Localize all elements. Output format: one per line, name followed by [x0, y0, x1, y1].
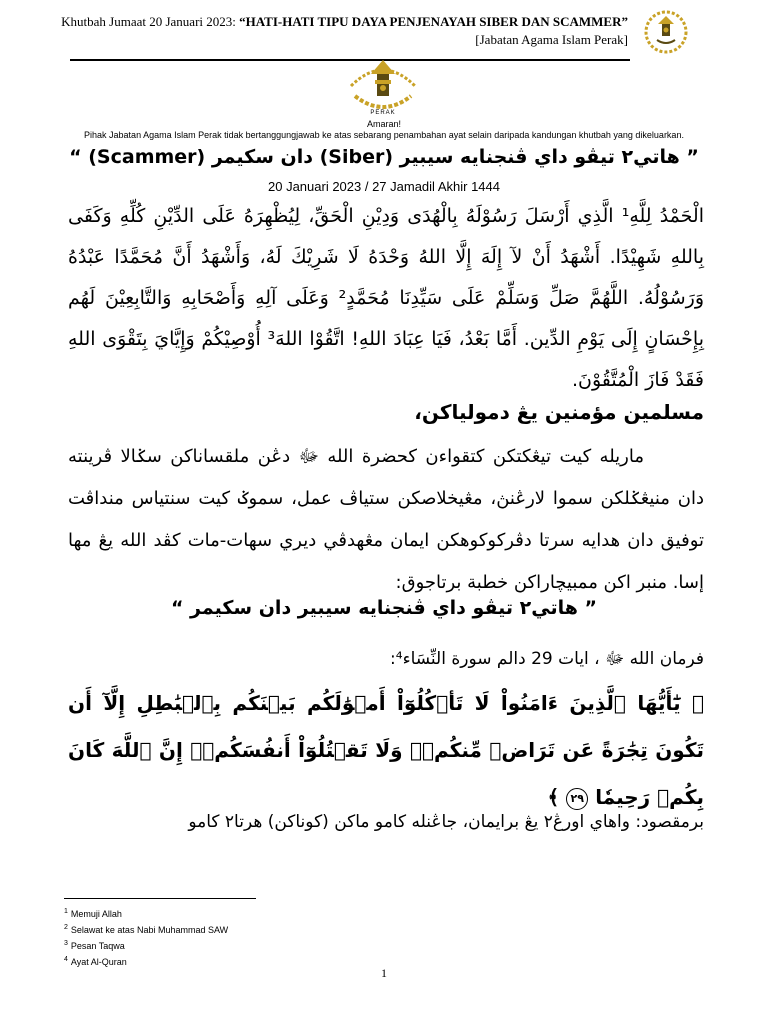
header-title — [28, 14, 628, 30]
ayah-text: ﴿ يَٰٓأَيُّهَا ٱلَّذِينَ ءَامَنُواْ لَا تَأۡكُلُوٓاْ أَمۡوَٰلَكُم بَيۡنَكُم بِٱلۡبَٰطِلِ إِلَّآ أَن تَكُونَ تِجَٰرَةً عَن تَرَاضٖ مِّنكُمۡۚ وَلَا تَقۡتُلُوٓاْ أَنفُسَكُمۡۚ إِنَّ ٱللَّهَ كَانَ بِكُمۡ رَحِيمٗا — [68, 691, 704, 809]
ayah-close-bracket: ﴾ — [547, 785, 560, 809]
warning-title: Amaran! — [366, 119, 401, 129]
header-subtitle: [Jabatan Agama Islam Perak] — [475, 32, 628, 47]
section-heading: مسلمين مؤمنين يڠ دمولياکن، — [414, 400, 704, 424]
page-number: 1 — [381, 966, 387, 980]
jawi-intro-paragraph: ماريله کيت تيڠکتکن کتقواءن کحضرة الله ﷻ دڠن ملقساناکن سݢالا ڤرينته دان منيڠݢلکن سموا لارڠنڽ، مڠيخلاصکن ستياڤ عمل، سموݢ کيت سنتياس منداڤت توفيق دان هدايه سرتا دڤرکوکوهکن ايمان مڠهدڤي ديري سهات-مات کڤد الله يڠ مها إسا. منبر اکن ممبيچاراکن خطبة برتاجوق: — [68, 446, 704, 593]
header-title-bold: “HATI-HATI TIPU DAYA PENJENAYAH SIBER DAN SCAMMER” — [239, 14, 628, 29]
warning-text: Pihak Jabatan Agama Islam Perak tidak bertanggungjawab ke atas sebarang penambahan ayat selain daripada kandungan khutbah yang dikeluarkan. — [84, 130, 684, 140]
footnotes — [64, 905, 228, 969]
khutbah-subtitle: ” هاتي٢ تيڤو داي ڤنجنايه سيبير دان سکيمر “ — [170, 597, 598, 619]
crest-label: PERAK — [370, 110, 396, 116]
footnote-item: $^3$ Pesan Taqwa — [64, 940, 125, 951]
crest-icon — [644, 10, 688, 54]
footnote-item: $^1$ Memuji Allah — [64, 908, 122, 919]
crest-emblem-icon — [345, 56, 421, 116]
date-line: 20 Januari 2023 / 27 Jamadil Akhir 1444 — [268, 179, 500, 194]
meaning-text: برمقصود: واهاي اورڠ٢ يڠ برايمان، جاڠنله کامو ماکن (کوناکن) هرتا٢ کامو — [188, 812, 704, 832]
header-title-prefix: Khutbah Jumaat 20 Januari 2023: — [61, 14, 240, 29]
ayah-number-icon: ٢٩ — [566, 788, 588, 810]
quran-reference: فرمان الله ﷻ ، ايات 29 دالم سورة النِّسَاء⁴: — [390, 649, 704, 669]
quran-ayah — [68, 680, 704, 821]
arabic-opening: الْحَمْدُ لِلَّهِ¹ الَّذِي أَرْسَلَ رَسُوْلَهُ بِالْهُدَى وَدِيْنِ الْحَقِّ، لِيُظْهِرَهُ عَلَى الدِّيْنِ كُلِّهِ وَكَفَى بِاللهِ شَهِيْدًا. أَشْهَدُ أَنْ لآ إِلَهَ إِلَّا اللهُ وَحْدَهُ لَا شَرِيْكَ لَهُ، وَأَشْهَدُ أَنَّ مُحَمَّدًا عَبْدُهُ وَرَسُوْلُهُ. اللَّهُمَّ صَلِّ وَسَلِّمْ عَلَى سَيِّدِنَا مُحَمَّدٍ² وَعَلَى آلِهِ وَأَصْحَابِهِ وَالتَّابِعِيْنَ لَهُم بِإِحْسَانٍ إِلَى يَوْمِ الدِّين. أَمَّا بَعْدُ، فَيَا عِبَادَ اللهِ! اتَّقُوْا اللهَ³ أُوْصِيْكُمْ وَإِيَّايَ بِتَقْوَى اللهِ فَقَدْ فَازَ الْمُتَّقُوْنَ. — [68, 205, 704, 391]
footnote-item: $^4$ Ayat Al-Quran — [64, 956, 127, 967]
footnote-item: $^2$ Selawat ke atas Nabi Muhammad SAW — [64, 924, 229, 935]
footnote-rule — [64, 898, 256, 899]
khutbah-title: ” هاتي٢ تيڤو داي ڤنجنايه سيبير (Siber) دان سکيمر (Scammer) “ — [69, 146, 699, 168]
